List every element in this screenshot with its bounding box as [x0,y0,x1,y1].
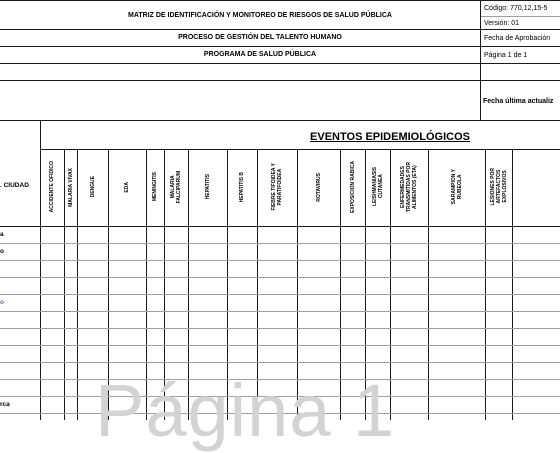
document-title: MATRIZ DE IDENTIFICACIÓN Y MONITOREO DE RIESGOS DE SALUD PÚBLICA [128,12,392,19]
row-label: o [0,299,4,306]
column-header-label: MENINGITIS [152,172,158,202]
grid-row-line [0,362,560,363]
grid-row-line [0,277,560,278]
column-header [108,150,146,224]
approval-date: Fecha de Aprobación [484,35,551,42]
column-header-label: ACCIDENTE OFIDICO [49,161,55,213]
grid-row-line [0,311,560,312]
section-title: EVENTOS EPIDEMIOLÓGICOS [310,131,470,143]
column-header [227,150,257,224]
column-header [340,150,365,224]
column-header-label: SARAMPION Y RUBEOLA [450,169,463,205]
column-header [428,150,485,224]
grid-row-line [0,260,560,261]
column-header-label: EXPOSICION RABICA [349,161,356,213]
column-header [146,150,164,224]
column-header [64,150,77,224]
last-update-label: Fecha última actualiz [483,98,554,105]
column-header-label: ROTAVIRUS [315,172,322,202]
page-count: Página 1 de 1 [484,52,528,59]
column-header [365,150,390,224]
column-header-label: MALARIA FALCIPARUM [170,170,182,204]
row-label: a [0,231,4,238]
grid-row-line [0,345,560,346]
document-code: Código: 770,12,15-5 [484,5,548,12]
column-header [257,150,297,224]
column-header [164,150,188,224]
column-header [40,150,64,224]
column-header-label: EDA [124,181,130,193]
column-header-label: DENGUE [89,176,96,198]
program-title: PROGRAMA DE SALUD PÚBLICA [203,51,317,58]
column-header [390,150,428,224]
column-header [77,150,108,224]
column-header-label: ENFERMEDADES TRANSMITIDAS POR ALIMENTOS (ETA) [400,162,418,212]
grid-row-line [0,294,560,295]
column-header-label: FIEBRE TIFOIDEA Y PARATIFOIDEA [271,163,283,211]
document-version: Versión: 01 [484,20,520,27]
column-header-label: HEPATITIS [204,174,211,200]
column-header-label: MALARIA VIVAX [67,167,74,207]
column-header [188,150,227,224]
column-header-label: LEISHMANIASIS CUTANEA [371,167,384,207]
grid-row-line [0,328,560,329]
column-header-label: HEPATITIS B [239,171,245,203]
city-column-header: . CIUDAD [0,182,29,189]
process-title: PROCESO DE GESTIÓN DEL TALENTO HUMANO [178,34,342,41]
column-header [485,150,512,224]
page-watermark: Página 1 [95,369,396,452]
column-header [297,150,340,224]
grid-row-line [0,243,560,244]
row-label: o [0,248,4,255]
column-header-label: LESIONES POR ARTEFACTOS EXPLOSIVOS [489,168,508,206]
row-label: rca [0,401,10,408]
